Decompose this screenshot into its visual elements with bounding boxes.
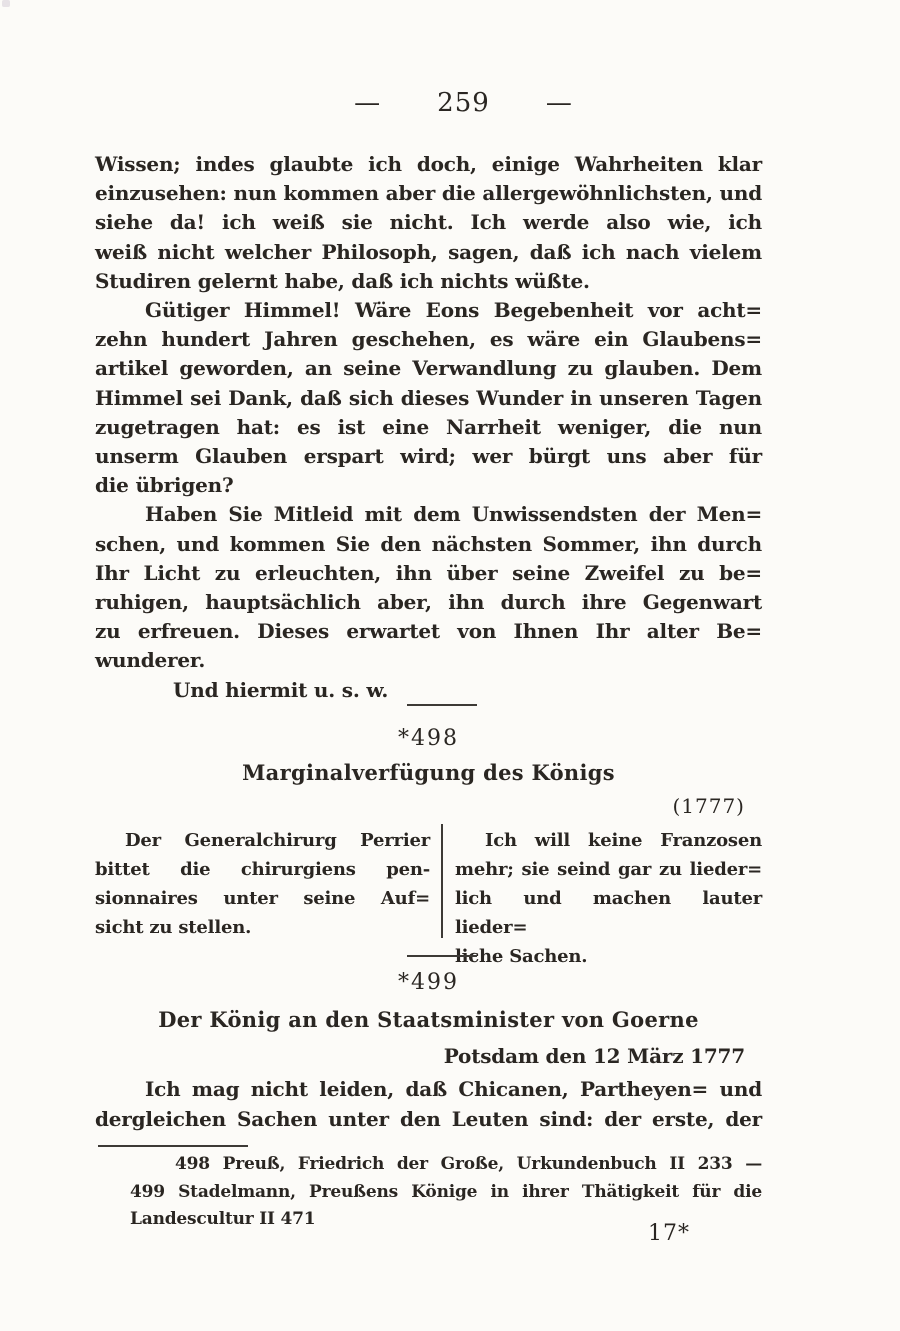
section-498-year: (1777) (672, 794, 745, 818)
section-498-number: *498 (398, 726, 459, 751)
body-line: Ihr Licht zu erleuchten, ihn über seine Zweifel zu be= (95, 560, 762, 585)
body-line: artikel geworden, an seine Verwandlung zu glauben. Dem (95, 356, 762, 381)
column-line: liche Sachen. (455, 946, 588, 967)
separator-rule-2 (407, 955, 477, 957)
column-line: Der Generalchirurg Perrier (125, 830, 430, 851)
header-dash-left: — (354, 88, 382, 118)
body-line: schen, und kommen Sie den nächsten Sommer, ihn durch (95, 531, 762, 556)
letter-closing-line: Und hiermit u. s. w. (173, 677, 389, 702)
section-499-title: Der König an den Staatsminister von Goerne (158, 1007, 699, 1032)
separator-rule-1 (407, 704, 477, 706)
column-line: sionnaires unter seine Auf= (95, 888, 430, 909)
printer-signature: 17* (648, 1221, 690, 1246)
body-line: zehn hundert Jahren geschehen, es wäre ein Glaubens= (95, 327, 762, 352)
column-line: mehr; sie seind gar zu lieder= (455, 859, 762, 880)
marginal-right-column (455, 826, 762, 971)
body-line: siehe da! ich weiß sie nicht. Ich werde also wie, ich (95, 210, 762, 235)
page-header (130, 88, 797, 118)
scan-artifact (2, 0, 10, 7)
body-line: Himmel sei Dank, daß sich dieses Wunder in unseren Tagen (95, 385, 762, 410)
section-499-dateline: Potsdam den 12 März 1777 (443, 1044, 745, 1068)
footnote-rule (98, 1145, 248, 1147)
marginal-decree-columns (95, 826, 762, 967)
body-line: Haben Sie Mitleid mit dem Unwissendsten der Men= (145, 502, 762, 527)
body-line: die übrigen? (95, 473, 234, 498)
body-line: zugetragen hat: es ist eine Narrheit weniger, die nun (95, 414, 762, 439)
body-line: unserm Glauben erspart wird; wer bürgt uns aber für (95, 444, 762, 469)
section-498-title: Marginalverfügung des Königs (242, 760, 615, 785)
body-line: Ich mag nicht leiden, daß Chicanen, Partheyen= und (145, 1077, 762, 1101)
footnote-line: 499 Stadelmann, Preußens Könige in ihrer Thätigkeit für die (130, 1181, 762, 1202)
body-line: einzusehen: nun kommen aber die allergewöhnlichsten, und (95, 181, 762, 206)
body-line: Wissen; indes glaubte ich doch, einige Wahrheiten klar (95, 152, 762, 176)
body-line: zu erfreuen. Dieses erwartet von Ihnen Ihr alter Be= (95, 619, 762, 644)
body-line: wunderer. (95, 648, 206, 673)
body-line: weiß nicht welcher Philosoph, sagen, daß ich nach vielem (95, 239, 762, 264)
section-499-body (95, 1075, 762, 1134)
body-line: dergleichen Sachen unter den Leuten sind: der erste, der (95, 1106, 762, 1131)
footnote-line: Landescultur II 471 (130, 1209, 316, 1230)
column-line: Ich will keine Franzosen (485, 830, 762, 851)
header-dash-right: — (545, 88, 573, 118)
body-line: Studiren gelernt habe, daß ich nichts wüßte. (95, 268, 590, 293)
page-number: 259 (437, 88, 490, 118)
body-line: Gütiger Himmel! Wäre Eons Begebenheit vor acht= (145, 298, 762, 323)
column-line: bittet die chirurgiens pen- (95, 859, 430, 880)
letter-body (95, 150, 762, 705)
column-line: sicht zu stellen. (95, 917, 252, 938)
marginal-left-column (95, 826, 430, 942)
column-divider-line (441, 824, 443, 938)
footnote-line: 498 Preuß, Friedrich der Große, Urkundenbuch II 233 — (175, 1154, 762, 1174)
body-line: ruhigen, hauptsächlich aber, ihn durch ihre Gegenwart (95, 590, 762, 615)
column-line: lich und machen lauter lieder= (455, 888, 762, 938)
section-499-number: *499 (398, 970, 459, 995)
